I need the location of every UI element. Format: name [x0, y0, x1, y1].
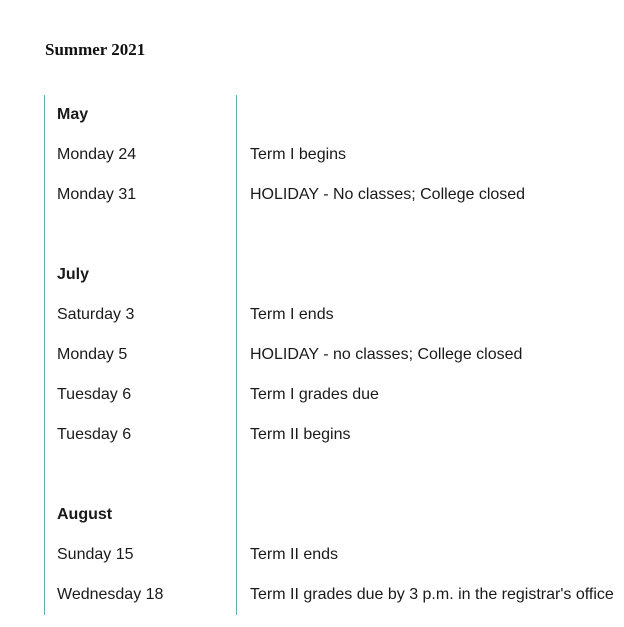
day-cell: Saturday 3: [57, 306, 135, 323]
month-heading-july: [44, 255, 619, 295]
month-label: May: [57, 106, 89, 123]
calendar-row: [44, 415, 619, 455]
day-cell: Monday 31: [57, 186, 137, 203]
page-title: Summer 2021: [45, 40, 146, 59]
day-cell: Tuesday 6: [57, 426, 132, 443]
day-cell: Tuesday 6: [57, 386, 132, 403]
month-heading-august: [44, 495, 619, 535]
day-cell: Wednesday 18: [57, 586, 164, 603]
event-cell: Term II ends: [250, 546, 339, 563]
calendar-row: [44, 335, 619, 375]
event-cell: Term I grades due: [250, 386, 379, 403]
event-cell: HOLIDAY - no classes; College closed: [250, 346, 523, 363]
month-heading-may: [44, 95, 619, 135]
calendar-row: [44, 535, 619, 575]
event-cell: HOLIDAY - No classes; College closed: [250, 186, 526, 203]
event-cell: Term I ends: [250, 306, 334, 323]
day-cell: Monday 24: [57, 146, 137, 163]
calendar-row: [44, 295, 619, 335]
academic-calendar: [44, 95, 619, 615]
calendar-row: [44, 135, 619, 175]
calendar-row: [44, 575, 619, 615]
day-cell: Monday 5: [57, 346, 128, 363]
calendar-row: [44, 375, 619, 415]
month-label: July: [57, 266, 90, 283]
event-cell: Term II begins: [250, 426, 351, 443]
calendar-row: [44, 175, 619, 215]
event-cell: Term I begins: [250, 146, 347, 163]
event-cell: Term II grades due by 3 p.m. in the registrar's office: [250, 586, 614, 603]
month-label: August: [57, 506, 113, 523]
day-cell: Sunday 15: [57, 546, 134, 563]
